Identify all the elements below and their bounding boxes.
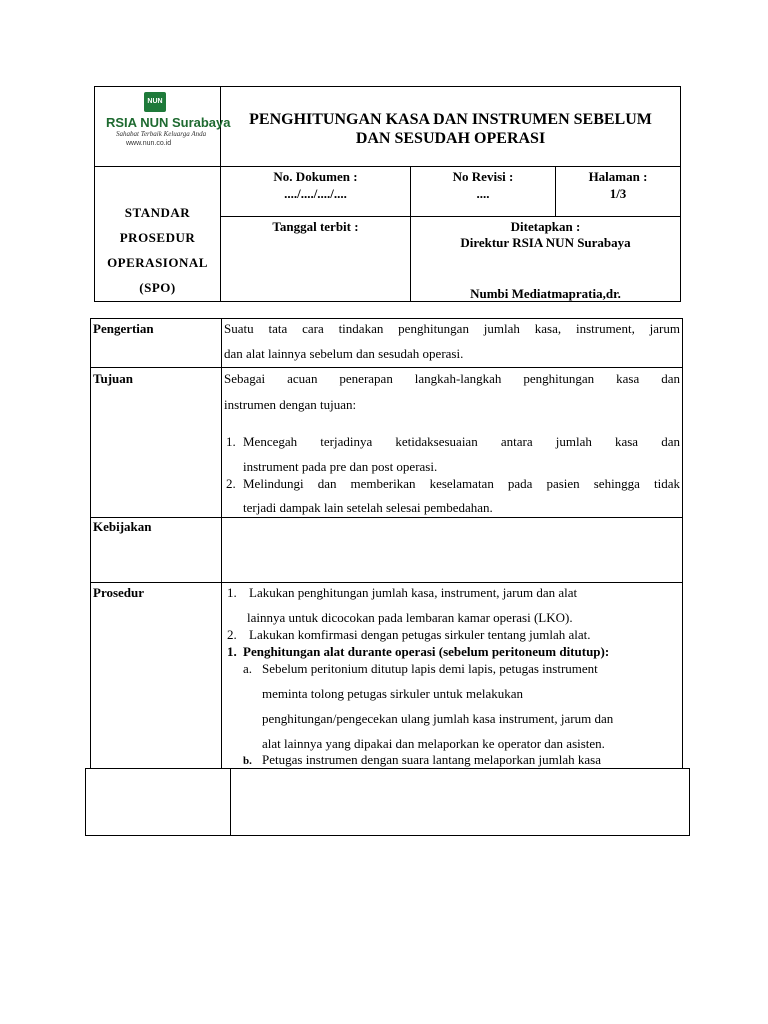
tujuan-item2-line1: Melindungi dan memberikan keselamatan pada pasien sehingga tidak [243, 476, 680, 491]
kebijakan-label: Kebijakan [93, 519, 152, 534]
prosedur-step-a-line4: alat lainnya yang dipakai dan melaporkan ke operator dan asisten. [262, 736, 605, 751]
pengertian-text-line1: Suatu tata cara tindakan penghitungan jumlah kasa, instrument, jarum [224, 321, 680, 336]
prosedur-step-a-line1: Sebelum peritonium ditutup lapis demi lapis, petugas instrument [262, 661, 598, 676]
no-revisi-label: No Revisi : [452, 169, 514, 184]
tujuan-item1-line1: Mencegah terjadinya ketidaksesuaian antara jumlah kasa dan [243, 434, 680, 449]
signatory-name: Numbi Mediatmapratia,dr. [470, 286, 621, 301]
halaman-value: 1/3 [609, 186, 627, 201]
prosedur-item1-line2: lainnya untuk dicocokan pada lembaran kamar operasi (LKO). [247, 610, 573, 625]
tanggal-terbit-label: Tanggal terbit : [272, 219, 359, 234]
tujuan-item1-line2: instrument pada pre dan post operasi. [243, 459, 438, 474]
logo-hospital-name: RSIA NUN Surabaya [106, 115, 231, 130]
spo-label-line2: PROSEDUR [119, 230, 196, 245]
tujuan-item2-line2: terjadi dampak lain setelah selesai pembedahan. [243, 500, 493, 515]
prosedur-subheading: Penghitungan alat durante operasi (sebelum peritoneum ditutup): [243, 644, 610, 659]
prosedur-step-b-line1: Petugas instrumen dengan suara lantang melaporkan jumlah kasa [262, 752, 601, 767]
prosedur-step-a-line3: penghitungan/pengecekan ulang jumlah kasa instrument, jarum dan [262, 711, 614, 726]
prosedur-label: Prosedur [93, 585, 145, 600]
logo-url: www.nun.co.id [126, 140, 172, 147]
pengertian-label: Pengertian [93, 321, 154, 336]
prosedur-item1-number: 1. [227, 585, 237, 600]
prosedur-subheading-number: 1. [227, 644, 237, 659]
ditetapkan-label: Ditetapkan : [510, 219, 581, 234]
tujuan-item2-number: 2. [226, 476, 236, 491]
prosedur-item2-number: 2. [227, 627, 237, 642]
prosedur-step-b-label: b. [243, 755, 252, 767]
prosedur-item1-line1: Lakukan penghitungan jumlah kasa, instrument, jarum dan alat [249, 585, 578, 600]
footer-table-divider [230, 768, 231, 836]
document-title-line1: PENGHITUNGAN KASA DAN INSTRUMEN SEBELUM [249, 111, 652, 128]
prosedur-step-a-line2: meminta tolong petugas sirkuler untuk melakukan [262, 686, 524, 701]
halaman-label: Halaman : [588, 169, 648, 184]
no-dokumen-label: No. Dokumen : [273, 169, 358, 184]
footer-blank-table [85, 768, 690, 836]
no-dokumen-value: ..../..../..../.... [284, 186, 347, 201]
tujuan-item1-number: 1. [226, 434, 236, 449]
spo-label-line3: OPERASIONAL [107, 255, 208, 270]
logo-tagline: Sahabat Terbaik Keluarga Anda [116, 130, 207, 138]
logo-emblem-icon: NUN [144, 92, 166, 112]
ditetapkan-by: Direktur RSIA NUN Surabaya [460, 235, 631, 250]
hospital-logo [96, 88, 231, 164]
prosedur-item2-line1: Lakukan komfirmasi dengan petugas sirkuler tentang jumlah alat. [249, 627, 591, 642]
spo-label-line1: STANDAR [124, 205, 191, 220]
tujuan-intro-line2: instrumen dengan tujuan: [224, 397, 357, 412]
tujuan-intro-line1: Sebagai acuan penerapan langkah-langkah penghitungan kasa dan [224, 371, 680, 386]
prosedur-step-a-label: a. [243, 661, 253, 676]
document-title-line2: DAN SESUDAH OPERASI [355, 130, 546, 147]
tujuan-label: Tujuan [93, 371, 133, 386]
no-revisi-value: .... [476, 186, 490, 201]
spo-label-line4: (SPO) [139, 280, 176, 295]
pengertian-text-line2: dan alat lainnya sebelum dan sesudah operasi. [224, 346, 464, 361]
